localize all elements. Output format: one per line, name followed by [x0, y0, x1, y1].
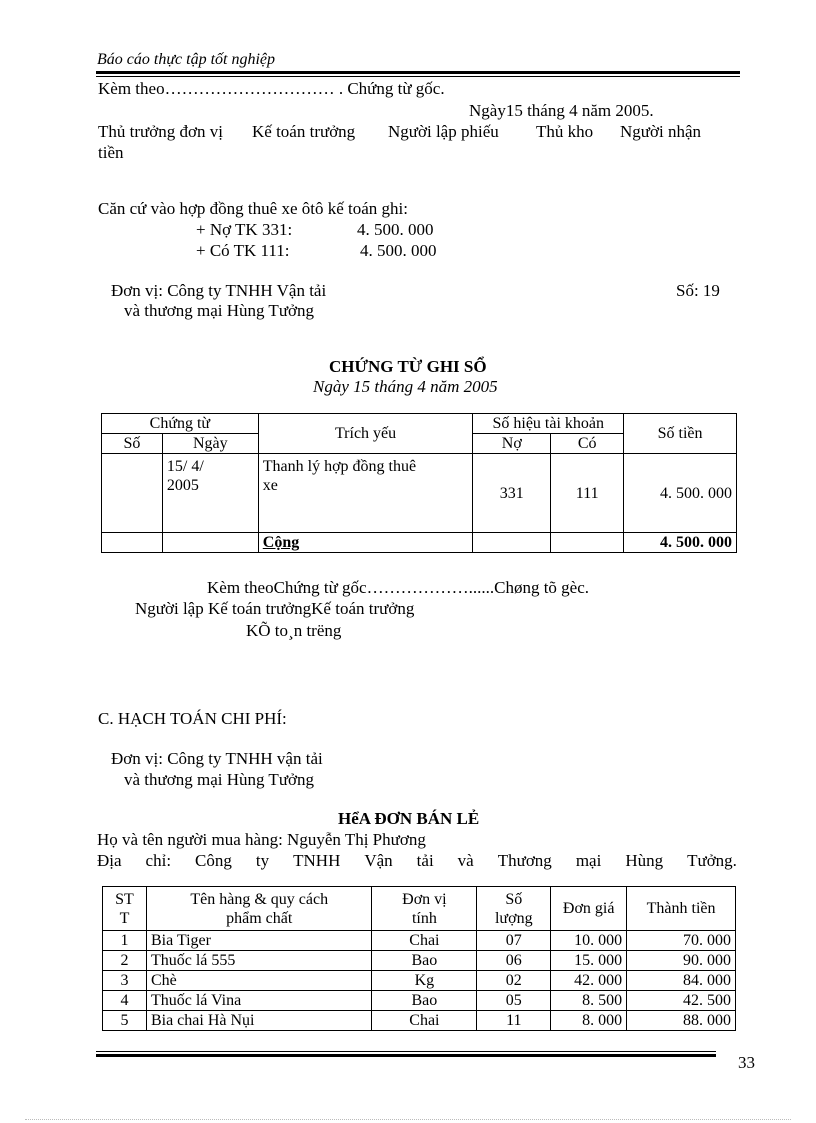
invoice-cell-stt: 3 — [103, 971, 147, 991]
invoice-h-stt — [103, 887, 147, 931]
invoice-cell-unit: Chai — [372, 931, 477, 951]
table-row — [103, 971, 736, 991]
ledger-cell-summary-l1: Thanh lý hợp đồng thuê — [262, 458, 417, 475]
ledger-cell-date — [162, 454, 258, 533]
ledger-total-empty-4 — [551, 533, 624, 553]
address-word: Công — [195, 851, 232, 870]
invoice-cell-stt: 2 — [103, 951, 147, 971]
ledger-unit-line2: và thương mại Hùng Tưởng — [124, 301, 315, 320]
invoice-cell-stt: 5 — [103, 1011, 147, 1031]
debit-amount: 4. 500. 000 — [357, 220, 434, 239]
invoice-h-name — [146, 887, 372, 931]
ledger-number: Số: 19 — [676, 281, 720, 300]
address-word: chỉ: — [145, 851, 172, 870]
attach-line: Kèm theo………………………… . Chứng từ gốc. — [98, 79, 445, 98]
ledger-unit-line1: Đơn vị: Công ty TNHH Vận tải — [111, 281, 327, 300]
ledger-cell-credit: 111 — [551, 454, 624, 533]
address-word: Địa — [97, 851, 122, 870]
invoice-cell-name: Thuốc lá Vina — [146, 991, 372, 1011]
footer-rule-thick — [96, 1054, 716, 1057]
ledger-h-credit: Có — [551, 434, 624, 454]
ledger-total-amount: 4. 500. 000 — [624, 533, 737, 553]
invoice-h-total: Thành tiền — [627, 887, 736, 931]
sig-unit-head: Thủ trưởng đơn vị — [98, 122, 223, 141]
ledger-header-row — [102, 414, 737, 434]
sig-receiver-wrap: tiền — [98, 143, 124, 162]
invoice-cell-qty: 06 — [477, 951, 551, 971]
sig-preparer: Người lập phiếu — [388, 122, 499, 141]
credit-label: + Có TK 111: — [196, 241, 290, 260]
address-word: tải — [416, 851, 434, 870]
ledger-total-label: Cộng — [258, 533, 473, 553]
ledger-h-voucher: Chứng từ — [102, 414, 259, 434]
invoice-cell-price: 10. 000 — [551, 931, 627, 951]
page-number: 33 — [738, 1053, 755, 1072]
ledger-h-debit: Nợ — [473, 434, 551, 454]
invoice-h-stt-l2: T — [119, 909, 130, 927]
ledger-table — [101, 413, 737, 553]
ledger-sign-line: Người lập Kế toán trưởngKế toán trưởng — [135, 599, 415, 618]
table-row — [103, 1011, 736, 1031]
address-word: Tưởng. — [687, 851, 737, 870]
ledger-date: Ngày 15 tháng 4 năm 2005 — [313, 377, 498, 396]
invoice-cell-total: 42. 500 — [627, 991, 736, 1011]
ledger-h-no: Số — [102, 434, 163, 454]
invoice-h-qty-l1: Số — [505, 890, 523, 908]
invoice-cell-total: 84. 000 — [627, 971, 736, 991]
ledger-h-amount: Số tiền — [624, 414, 737, 454]
invoice-cell-price: 8. 000 — [551, 1011, 627, 1031]
ledger-total-row — [102, 533, 737, 553]
invoice-cell-qty: 02 — [477, 971, 551, 991]
invoice-cell-total: 70. 000 — [627, 931, 736, 951]
ledger-cell-no — [102, 454, 163, 533]
address-word: Thương — [497, 851, 552, 870]
invoice-cell-unit: Bao — [372, 991, 477, 1011]
address-word: Vận — [364, 851, 393, 870]
section-c-heading: C. HẠCH TOÁN CHI PHÍ: — [98, 709, 287, 728]
ledger-attach-line: Kèm theoChứng từ gốc………………......Chøng tõ gèc. — [207, 578, 590, 597]
invoice-cell-name: Bia chai Hà Nụi — [146, 1011, 372, 1031]
address-word: ty — [255, 851, 270, 870]
address-word: và — [457, 851, 474, 870]
entry-intro: Căn cứ vào hợp đồng thuê xe ôtô kế toán ghi: — [98, 199, 408, 218]
ledger-cell-debit: 331 — [473, 454, 551, 533]
sig-storekeeper: Thủ kho — [536, 122, 594, 141]
invoice-cell-unit: Chai — [372, 1011, 477, 1031]
table-row — [103, 991, 736, 1011]
sig-chief-accountant: Kế toán trưởng — [252, 122, 356, 141]
ledger-cell-summary-l2: xe — [262, 477, 278, 494]
section-c-unit-line2: và thương mại Hùng Tưởng — [124, 770, 315, 789]
invoice-h-qty — [477, 887, 551, 931]
ledger-cell-date-l1: 15/ 4/ — [166, 458, 204, 475]
invoice-cell-unit: Bao — [372, 951, 477, 971]
ledger-cell-summary — [258, 454, 473, 533]
header-rule-thin — [96, 76, 740, 77]
invoice-title: HểA ĐƠN BÁN LẺ — [338, 809, 480, 828]
header-rule-thick — [96, 71, 740, 74]
ledger-h-date: Ngày — [162, 434, 258, 454]
page-bottom-dotted-edge — [25, 1119, 791, 1120]
ledger-h-account: Số hiệu tài khoản — [473, 414, 624, 434]
invoice-cell-stt: 1 — [103, 931, 147, 951]
credit-amount: 4. 500. 000 — [360, 241, 437, 260]
invoice-h-unit — [372, 887, 477, 931]
invoice-table — [102, 886, 736, 1031]
invoice-body — [103, 931, 736, 1031]
invoice-cell-price: 42. 000 — [551, 971, 627, 991]
invoice-cell-name: Bia Tiger — [146, 931, 372, 951]
invoice-cell-qty: 05 — [477, 991, 551, 1011]
ledger-h-summary: Trích yếu — [258, 414, 473, 454]
ledger-cell-amount: 4. 500. 000 — [624, 454, 737, 533]
invoice-h-name-l1: Tên hàng & quy cách — [190, 890, 329, 908]
invoice-cell-stt: 4 — [103, 991, 147, 1011]
date-line: Ngày15 tháng 4 năm 2005. — [469, 101, 654, 120]
table-row — [102, 454, 737, 533]
ledger-total-empty-1 — [102, 533, 163, 553]
ledger-title: CHỨNG TỪ GHI SỔ — [329, 357, 487, 376]
sig-receiver: Người nhận — [620, 122, 701, 141]
invoice-cell-unit: Kg — [372, 971, 477, 991]
ledger-cell-date-l2: 2005 — [166, 477, 199, 494]
ledger-total-empty-3 — [473, 533, 551, 553]
invoice-cell-qty: 11 — [477, 1011, 551, 1031]
invoice-cell-price: 8. 500 — [551, 991, 627, 1011]
table-row — [103, 931, 736, 951]
invoice-cell-total: 90. 000 — [627, 951, 736, 971]
invoice-cell-name: Chè — [146, 971, 372, 991]
address-word: TNHH — [293, 851, 341, 870]
invoice-header-row — [103, 887, 736, 931]
invoice-h-unit-l1: Đơn vị — [402, 890, 447, 908]
invoice-buyer: Họ và tên người mua hàng: Nguyễn Thị Phương — [97, 830, 426, 849]
invoice-h-stt-l1: ST — [115, 890, 134, 908]
section-c-unit-line1: Đơn vị: Công ty TNHH vận tải — [111, 749, 323, 768]
invoice-cell-name: Thuốc lá 555 — [146, 951, 372, 971]
invoice-cell-price: 15. 000 — [551, 951, 627, 971]
page-header-title: Báo cáo thực tập tốt nghiệp — [97, 51, 276, 68]
invoice-h-unit-l2: tính — [411, 909, 437, 927]
table-row — [103, 951, 736, 971]
invoice-h-price: Đơn giá — [551, 887, 627, 931]
ledger-total-empty-2 — [162, 533, 258, 553]
ledger-sign-line2: KÕ to¸n trëng — [246, 621, 342, 640]
invoice-h-name-l2: phẩm chất — [226, 909, 293, 927]
debit-label: + Nợ TK 331: — [196, 220, 293, 239]
invoice-h-qty-l2: lượng — [494, 909, 533, 927]
address-word: Hùng — [625, 851, 664, 870]
invoice-cell-qty: 07 — [477, 931, 551, 951]
address-word: mại — [575, 851, 602, 870]
footer-rule-thin — [96, 1051, 716, 1052]
invoice-address — [97, 851, 737, 871]
invoice-cell-total: 88. 000 — [627, 1011, 736, 1031]
